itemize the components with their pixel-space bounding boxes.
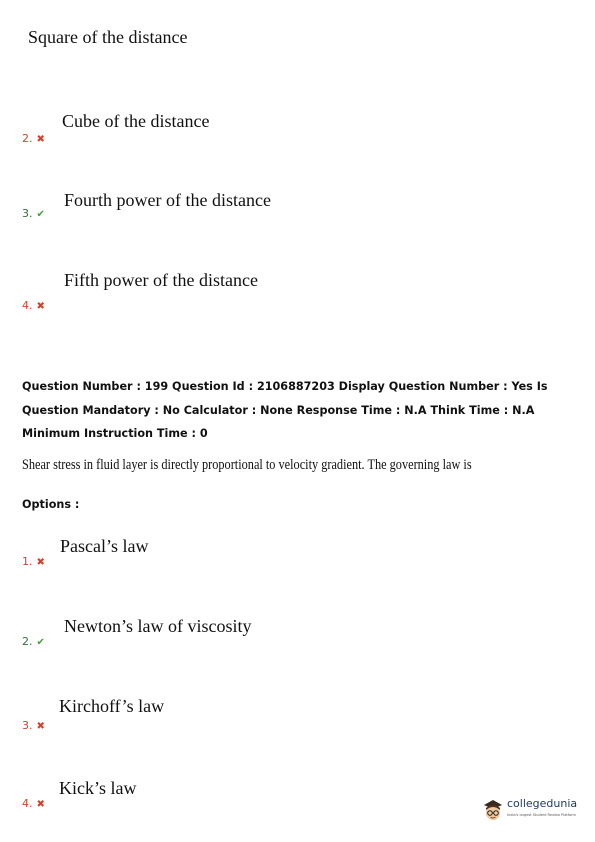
option-1-text: Pascal’s law xyxy=(60,536,149,556)
check-icon: ✔ xyxy=(36,637,45,648)
prev-option-3-marker xyxy=(22,207,45,220)
mascot-icon xyxy=(481,796,505,826)
option-number: 4. xyxy=(22,797,33,810)
prev-option-4-marker xyxy=(22,299,45,312)
option-2-text: Newton’s law of viscosity xyxy=(64,616,252,636)
option-number: 2. xyxy=(22,132,33,145)
option-number: 3. xyxy=(22,207,33,220)
option-1-marker xyxy=(22,555,45,568)
option-number: 1. xyxy=(22,555,33,568)
question-meta: Question Number : 199 Question Id : 2106887203 Display Question Number : Yes Is Question Mandatory : No Calculator : None Response Time : N.A Think Time : N.A Minimum Instruction Time : 0 xyxy=(22,380,548,440)
cross-icon: ✖ xyxy=(36,799,45,810)
option-4-text: Kick’s law xyxy=(59,778,137,798)
option-number: 4. xyxy=(22,299,33,312)
cross-icon: ✖ xyxy=(36,301,45,312)
cross-icon: ✖ xyxy=(36,557,45,568)
check-icon: ✔ xyxy=(36,209,45,220)
option-4-marker xyxy=(22,797,45,810)
option-number: 2. xyxy=(22,635,33,648)
question-stem: Shear stress in fluid layer is directly proportional to velocity gradient. The governing law is xyxy=(22,457,472,473)
prev-option-2-marker xyxy=(22,132,45,145)
prev-option-4-text: Fifth power of the distance xyxy=(64,270,258,290)
logo-name: collegedunia xyxy=(507,797,578,810)
logo-tagline: India's largest Student Review Platform xyxy=(507,813,576,817)
cross-icon: ✖ xyxy=(36,721,45,732)
cross-icon: ✖ xyxy=(36,134,45,145)
option-2-marker xyxy=(22,635,45,648)
option-3-marker xyxy=(22,719,45,732)
option-3-text: Kirchoff’s law xyxy=(59,696,165,716)
prev-option-2-text: Cube of the distance xyxy=(62,111,210,131)
prev-option-1-text: Square of the distance xyxy=(28,27,188,47)
options-label: Options : xyxy=(22,498,80,511)
prev-option-3-text: Fourth power of the distance xyxy=(64,190,271,210)
option-number: 3. xyxy=(22,719,33,732)
collegedunia-logo xyxy=(481,794,577,828)
